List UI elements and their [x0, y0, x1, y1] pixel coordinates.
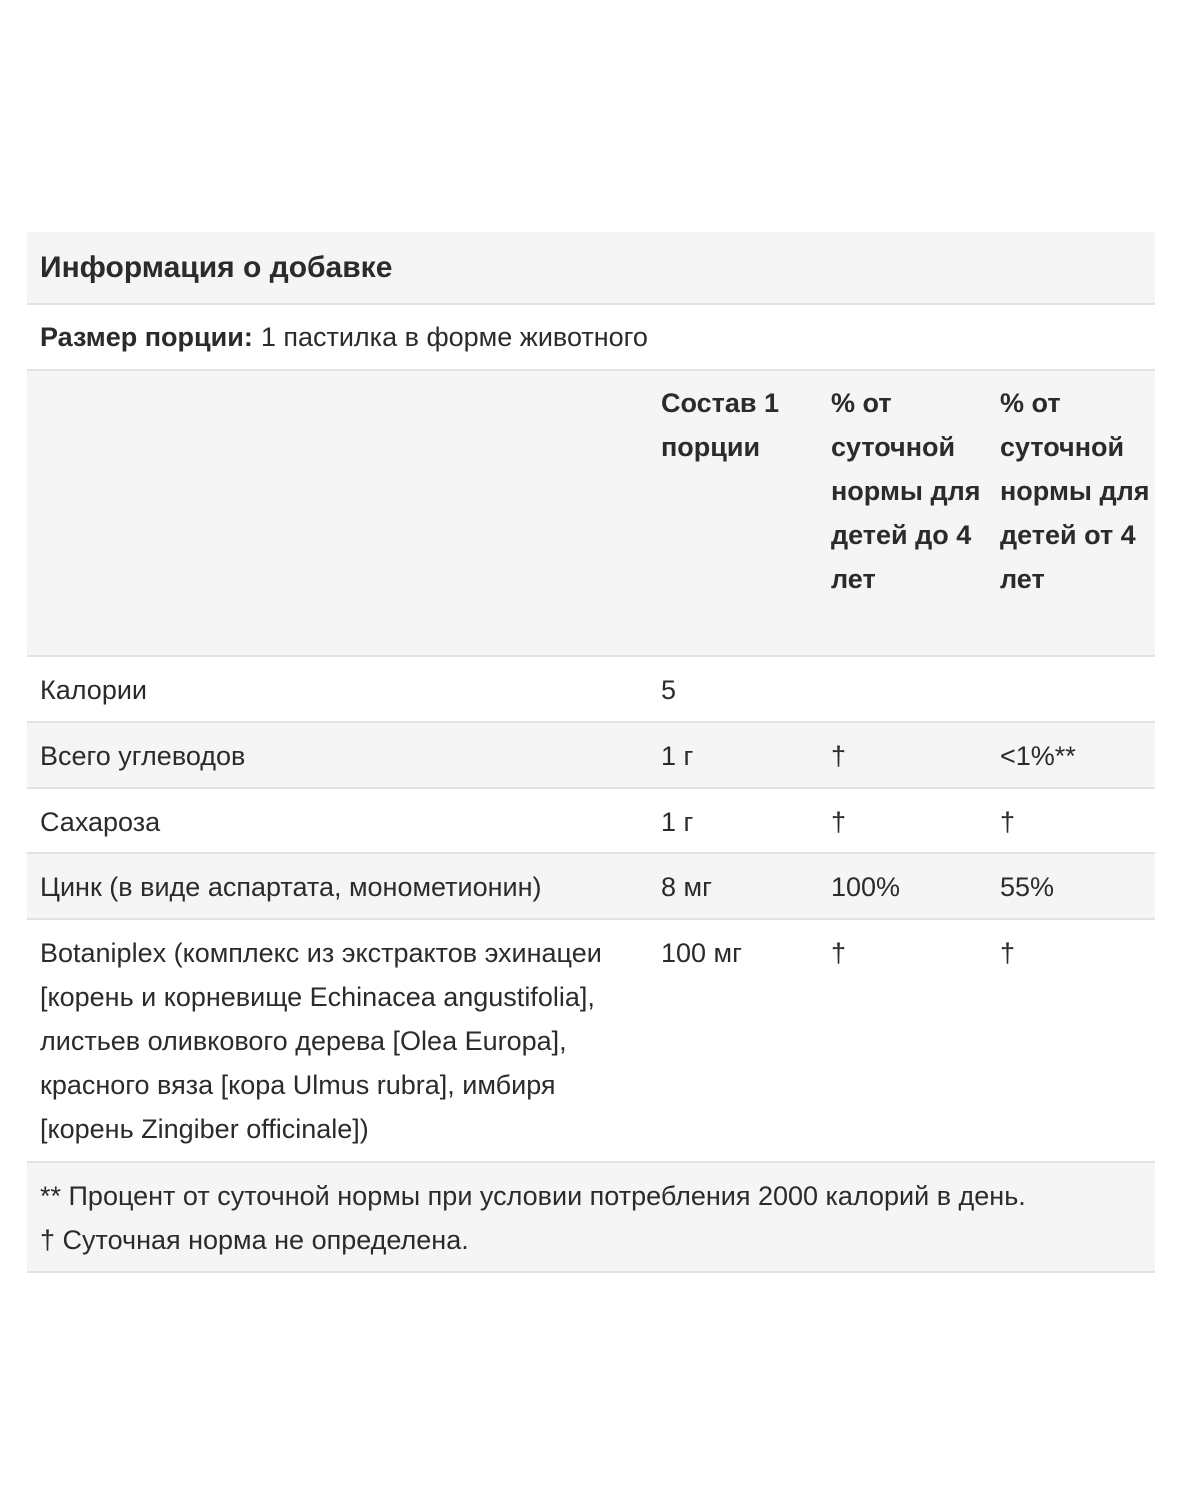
footnote-daily-value: ** Процент от суточной нормы при условии потребления 2000 калорий в день. — [40, 1181, 1026, 1211]
table-row — [27, 789, 1155, 854]
header-dv-under-4: % от суточной нормы для детей до 4 лет — [831, 388, 981, 594]
nutrient-dv-under-4: † — [831, 807, 847, 837]
nutrient-dv-under-4 — [818, 668, 987, 721]
nutrient-amount: 5 — [661, 675, 677, 705]
nutrient-dv-under-4: 100% — [831, 872, 901, 902]
title-bar — [27, 232, 1155, 305]
nutrient-name: Цинк (в виде аспартата, монометионин) — [40, 872, 542, 902]
footnotes — [27, 1163, 1155, 1273]
nutrient-dv-over-4: † — [1000, 938, 1016, 968]
footnote-not-established: † Суточная норма не определена. — [40, 1225, 469, 1255]
nutrient-amount: 8 мг — [661, 872, 712, 902]
header-amount: Состав 1 порции — [661, 388, 780, 462]
supplement-facts-panel — [27, 232, 1155, 1273]
nutrient-name: Сахароза — [40, 807, 161, 837]
nutrient-name: Всего углеводов — [40, 741, 246, 771]
nutrient-name: Калории — [40, 675, 147, 705]
nutrient-dv-under-4: † — [831, 938, 847, 968]
table-row — [27, 723, 1155, 789]
nutrient-dv-under-4: † — [831, 741, 847, 771]
nutrient-amount: 100 мг — [661, 938, 742, 968]
serving-size-label: Размер порции: — [40, 321, 253, 352]
nutrient-dv-over-4: <1%** — [1000, 741, 1076, 771]
header-dv-over-4: % от суточной нормы для детей от 4 лет — [1000, 388, 1150, 594]
nutrient-dv-over-4 — [987, 668, 1155, 721]
table-row — [27, 657, 1155, 723]
nutrient-dv-over-4: † — [1000, 807, 1016, 837]
table-row — [27, 920, 1155, 1163]
table-row — [27, 854, 1155, 920]
serving-size-row — [27, 305, 1155, 371]
nutrient-amount: 1 г — [661, 741, 694, 771]
table-header-row — [27, 371, 1155, 657]
nutrient-name: Botaniplex (комплекс из экстрактов эхинацеи [корень и корневище Echinacea angustifolia], листьев оливкового дерева [Olea Europa], красного вяза [кора Ulmus rubra], имбиря [корень Zingiber officinale]) — [40, 938, 602, 1144]
nutrient-amount: 1 г — [661, 807, 694, 837]
header-blank-cell — [27, 381, 648, 655]
nutrient-dv-over-4: 55% — [1000, 872, 1055, 902]
serving-size-value: 1 пастилка в форме животного — [260, 321, 648, 352]
panel-title: Информация о добавке — [40, 250, 393, 284]
